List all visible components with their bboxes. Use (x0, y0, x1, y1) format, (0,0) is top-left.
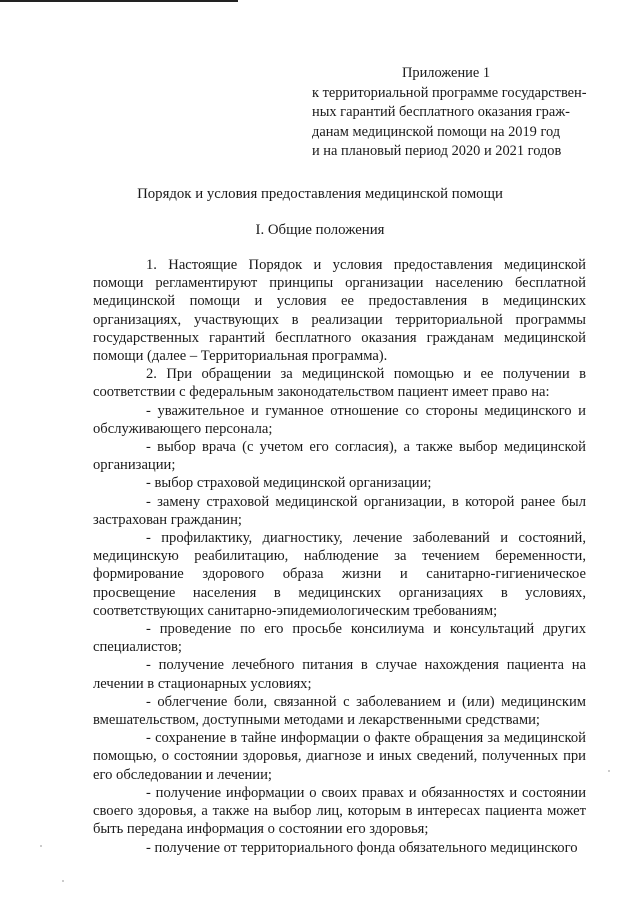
list-item: - выбор врача (с учетом его согласия), а также выбор медицинской организации; (93, 439, 586, 474)
scan-top-line (0, 0, 238, 2)
list-item: - получение информации о своих правах и обязанностях и состоянии своего здоровья, а также на выбор лиц, которым в интересах пациента может быть передана информация о состоянии его здоровья; (93, 784, 586, 838)
paragraph: 2. При обращении за медицинской помощью и ее получении в соответствии с федеральным законодательством пациент имеет право на: (93, 366, 586, 401)
list-item: - облегчение боли, связанной с заболеванием и (или) медицинским вмешательством, доступными методами и лекарственными средствами; (93, 693, 586, 729)
list-item: - сохранение в тайне информации о факте обращения за медицинской помощью, о состоянии здоровья, диагнозе и иных сведений, полученных при его обследовании и лечении; (93, 730, 586, 783)
scan-speck (62, 880, 64, 882)
appendix-line: и на плановый период 2020 и 2021 годов (312, 143, 562, 159)
list-item: - профилактику, диагностику, лечение заболеваний и состояний, медицинскую реабилитацию, наблюдение за течением беременности, формирование здорового образа жизни и санитарно-гигиеническое просвещение населения в медицинских организациях в условиях, соответствующих санитарно-эпидемиологическим требованиям; (93, 530, 586, 619)
appendix-title: Приложение 1 (402, 65, 491, 81)
appendix-line: данам медицинской помощи на 2019 год (312, 123, 561, 140)
list-item: - получение лечебного питания в случае нахождения пациента на лечении в стационарных условиях; (93, 657, 586, 692)
document-body (93, 256, 586, 857)
paragraph: 1. Настоящие Порядок и условия предоставления медицинской помощи регламентируют принципы организации населению бесплатной медицинской помощи и условия ее предоставления в медицинских организациях, участвующих в реализации территориальной программы государственных гарантий бесплатного оказания гражданам медицинской помощи (далее – Территориальная программа). (93, 257, 586, 365)
list-item: - проведение по его просьбе консилиума и консультаций других специалистов; (93, 621, 586, 656)
document-title: Порядок и условия предоставления медицинской помощи (137, 186, 503, 202)
list-item: - замену страховой медицинской организации, в которой ранее был застрахован гражданин; (93, 493, 586, 528)
scan-speck (608, 770, 610, 772)
list-item: - получение от территориального фонда обязательного медицинского (146, 839, 578, 856)
appendix-header (312, 64, 602, 162)
section-title: I. Общие положения (255, 222, 385, 238)
appendix-line: к территориальной программе государствен- (312, 84, 587, 101)
scan-speck (40, 845, 42, 847)
list-item: - уважительное и гуманное отношение со стороны медицинского и обслуживающего персонала; (93, 402, 586, 437)
list-item: - выбор страховой медицинской организации; (146, 475, 432, 492)
appendix-line: ных гарантий бесплатного оказания граж- (312, 104, 570, 120)
